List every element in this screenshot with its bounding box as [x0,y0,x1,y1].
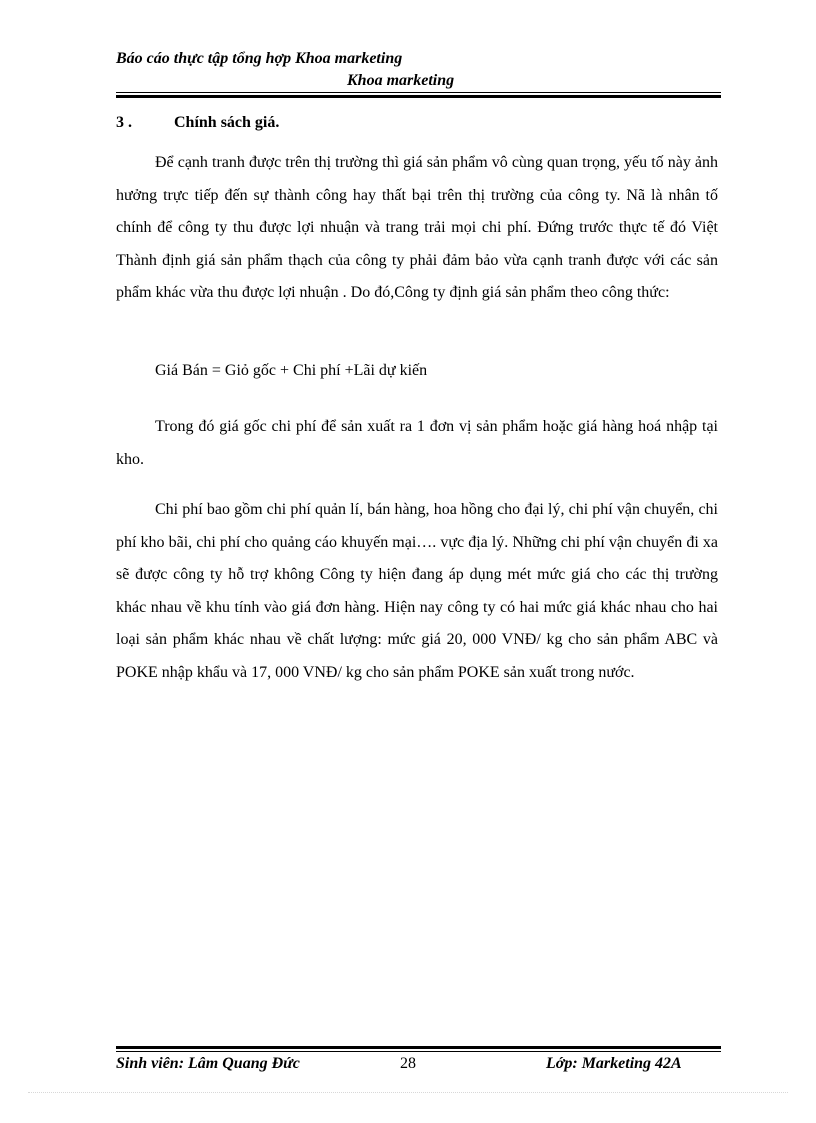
header-rule-thin [116,92,721,93]
section-heading [116,114,279,132]
section-number: 3 . [116,114,132,131]
price-formula: Giá Bán = Giỏ gốc + Chi phí +Lãi dự kiến [155,362,428,379]
header-title: Báo cáo thực tập tổng hợp Khoa marketing [116,50,403,67]
header-subtitle: Khoa marketing [347,72,455,89]
section-title: Chính sách giá. [174,114,280,131]
footer-student: Sinh viên: Lâm Quang Đức [116,1055,300,1072]
header-rule-thick [116,95,721,98]
paragraph-intro: Để cạnh tranh được trên thị trường thì giá sản phẩm vô cùng quan trọng, yếu tố này ảnh hưởng trực tiếp đến sự thành công hay thất bại trên thị trường của công ty. Nã là nhân tố chính để công ty thu được lợi nhuận và trang trải mọi chi phí. Đứng trước thực tế đó Việt Thành định giá sản phẩm thạch của công ty phải đảm bảo vừa cạnh tranh được với các sản phẩm khác vừa thu được lợi nhuận . Do đó,Công ty định giá sản phẩm theo công thức: [116,154,718,301]
footer-page-number: 28 [400,1055,416,1072]
paragraph-base-price: Trong đó giá gốc chi phí để sản xuất ra 1 đơn vị sản phẩm hoặc giá hàng hoá nhập tại kho. [116,418,718,468]
paragraph-costs: Chi phí bao gồm chi phí quản lí, bán hàng, hoa hồng cho đại lý, chi phí vận chuyển, chi phí kho bãi, chi phí cho quảng cáo khuyến mại…. vực địa lý. Những chi phí vận chuyển đi xa sẽ được công ty hỗ trợ không Công ty hiện đang áp dụng mét mức giá cho các thị trường khác nhau về khu tính vào giá đơn hàng. Hiện nay công ty có hai mức giá khác nhau cho hai loại sản phẩm khác nhau về chất lượng: mức giá 20, 000 VNĐ/ kg cho sản phẩm ABC và POKE nhập khẩu và 17, 000 VNĐ/ kg cho sản phẩm POKE sản xuất trong nước. [116,501,718,681]
footer-rule-thin [116,1051,721,1052]
footer-class: Lớp: Marketing 42A [546,1055,682,1072]
footer-rule-thick [116,1046,721,1049]
page-bottom-edge [28,1092,788,1093]
